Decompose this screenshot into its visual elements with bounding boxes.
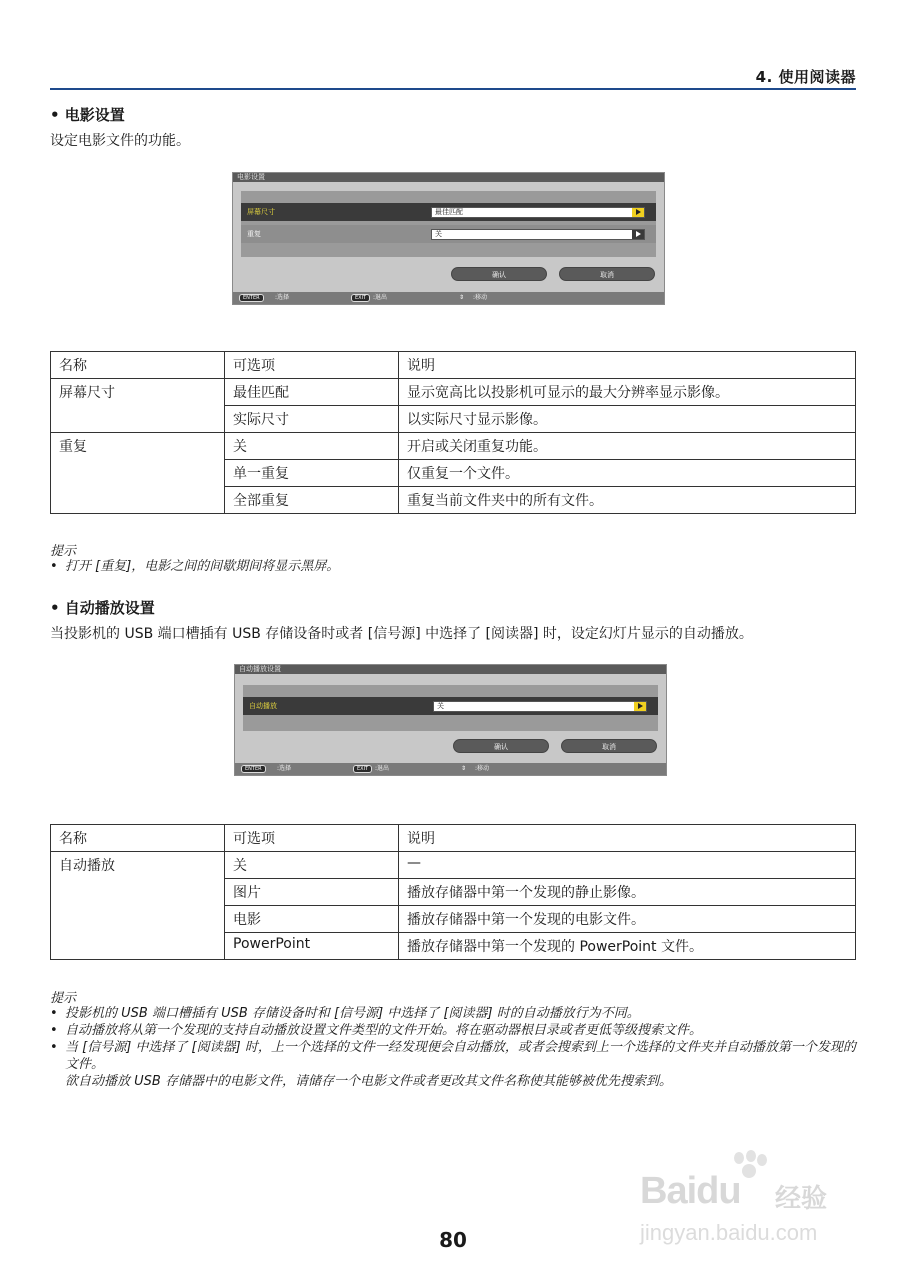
section-heading-autoplay: • 自动播放设置 <box>50 599 155 617</box>
tip-item: • 自动播放将从第一个发现的支持自动播放设置文件类型的文件开始。将在驱动器根目录或者更低等级搜索文件。 <box>50 1022 856 1039</box>
table-header-row <box>51 825 856 852</box>
settings-panel <box>241 191 656 257</box>
table-cell: 重复当前文件夹中的所有文件。 <box>399 487 856 514</box>
exit-hint: :退出 <box>375 765 390 772</box>
setting-row-repeat[interactable] <box>241 225 656 243</box>
move-hint: :移动 <box>475 765 490 772</box>
table-cell: 全部重复 <box>225 487 399 514</box>
watermark-cn: 经验 <box>775 1184 828 1214</box>
table-cell: 关 <box>225 433 399 460</box>
tip-item: • 投影机的 USB 端口槽插有 USB 存储设备时和 [信号源] 中选择了 [阅读器] 时的自动播放行为不同。 <box>50 1005 856 1022</box>
table-cell: 最佳匹配 <box>225 379 399 406</box>
watermark-url: jingyan.baidu.com <box>640 1220 818 1245</box>
tip-item <box>50 1039 856 1090</box>
autoplay-settings-table <box>50 824 856 960</box>
setting-value: 关 <box>437 702 444 710</box>
exit-hint: :退出 <box>373 294 388 301</box>
setting-label: 屏幕尺寸 <box>247 208 275 216</box>
table-cell: 仅重复一个文件。 <box>399 460 856 487</box>
enter-key-icon: ENTER <box>239 294 264 302</box>
table-cell: 自动播放 <box>51 852 225 960</box>
ok-button[interactable]: 确认 <box>451 267 547 281</box>
table-row <box>51 852 856 879</box>
move-key-icon: ⇕ <box>459 294 465 301</box>
setting-value: 关 <box>435 230 442 238</box>
header-divider <box>50 88 856 90</box>
table-cell: — <box>399 852 856 879</box>
tip-item: • 打开 [重复]，电影之间的间歇期间将显示黑屏。 <box>50 558 856 575</box>
watermark-brand <box>640 1170 741 1213</box>
table-header: 可选项 <box>225 825 399 852</box>
table-row <box>51 379 856 406</box>
section-intro-autoplay: 当投影机的 USB 端口槽插有 USB 存储设备时或者 [信号源] 中选择了 [阅读器] 时，设定幻灯片显示的自动播放。 <box>50 626 753 642</box>
enter-hint: :选择 <box>275 294 290 301</box>
page-number: 80 <box>439 1228 467 1252</box>
setting-row-autoplay[interactable] <box>243 697 658 715</box>
cancel-button[interactable]: 取消 <box>561 739 657 753</box>
table-header: 名称 <box>51 352 225 379</box>
tip-list <box>50 1005 856 1090</box>
table-cell: 以实际尺寸显示影像。 <box>399 406 856 433</box>
setting-label: 重复 <box>247 230 261 238</box>
table-header: 说明 <box>399 825 856 852</box>
table-cell: 重复 <box>51 433 225 514</box>
setting-value-select[interactable] <box>431 207 645 218</box>
table-cell: 关 <box>225 852 399 879</box>
ok-button[interactable]: 确认 <box>453 739 549 753</box>
exit-key-icon: EXIT <box>353 765 372 773</box>
screen-title: 自动播放设置 <box>235 665 666 674</box>
table-cell: 屏幕尺寸 <box>51 379 225 433</box>
table-cell: 实际尺寸 <box>225 406 399 433</box>
right-arrow-icon[interactable] <box>632 230 644 239</box>
tip-text: 当 [信号源] 中选择了 [阅读器] 时，上一个选择的文件一经发现便会自动播放，或者会搜索到上一个选择的文件夹并自动播放第一个发现的文件。 <box>65 1040 856 1072</box>
table-cell: 播放存储器中第一个发现的电影文件。 <box>399 906 856 933</box>
table-cell: 显示宽高比以投影机可显示的最大分辨率显示影像。 <box>399 379 856 406</box>
enter-key-icon: ENTER <box>241 765 266 773</box>
move-hint: :移动 <box>473 294 488 301</box>
screen-title: 电影设置 <box>233 173 664 182</box>
tip-extra: 欲自动播放 USB 存储器中的电影文件，请储存一个电影文件或者更改其文件名称使其能够被优先搜索到。 <box>65 1074 672 1089</box>
right-arrow-icon[interactable] <box>634 702 646 711</box>
table-cell: 电影 <box>225 906 399 933</box>
chapter-title: 4. 使用阅读器 <box>755 68 856 86</box>
settings-panel <box>243 685 658 731</box>
enter-hint: :选择 <box>277 765 292 772</box>
setting-row-screen-size[interactable] <box>241 203 656 221</box>
table-cell: 单一重复 <box>225 460 399 487</box>
setting-value-select[interactable] <box>431 229 645 240</box>
setting-label: 自动播放 <box>249 702 277 710</box>
movie-settings-screen <box>232 172 665 305</box>
table-header: 可选项 <box>225 352 399 379</box>
table-header: 名称 <box>51 825 225 852</box>
watermark-brand-part1: Bai <box>640 1170 697 1212</box>
screen-footer <box>235 763 666 775</box>
table-cell: 播放存储器中第一个发现的静止影像。 <box>399 879 856 906</box>
move-key-icon: ⇕ <box>461 765 467 772</box>
table-cell: 播放存储器中第一个发现的 PowerPoint 文件。 <box>399 933 856 960</box>
watermark-brand-part2: du <box>696 1170 741 1212</box>
exit-key-icon: EXIT <box>351 294 370 302</box>
setting-value: 最佳匹配 <box>435 208 463 216</box>
table-row <box>51 433 856 460</box>
screen-footer <box>233 292 664 304</box>
cancel-button[interactable]: 取消 <box>559 267 655 281</box>
tip-label: 提示 <box>50 544 77 559</box>
right-arrow-icon[interactable] <box>632 208 644 217</box>
autoplay-settings-screen <box>234 664 667 776</box>
table-cell: 图片 <box>225 879 399 906</box>
section-intro-movie: 设定电影文件的功能。 <box>50 133 190 149</box>
table-header: 说明 <box>399 352 856 379</box>
setting-value-select[interactable] <box>433 701 647 712</box>
tip-list <box>50 558 856 575</box>
tip-label: 提示 <box>50 991 77 1006</box>
table-cell: PowerPoint <box>225 933 399 960</box>
table-header-row <box>51 352 856 379</box>
table-cell: 开启或关闭重复功能。 <box>399 433 856 460</box>
movie-settings-table <box>50 351 856 514</box>
section-heading-movie: • 电影设置 <box>50 106 125 124</box>
